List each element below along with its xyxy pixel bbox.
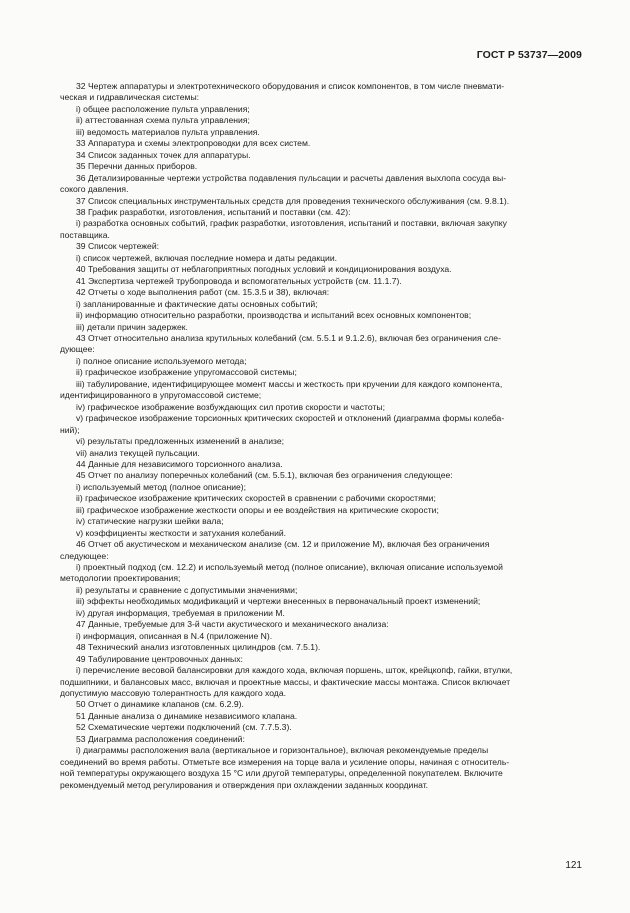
text-line: 48 Технический анализ изготовленных цилиндров (см. 7.5.1).: [76, 642, 321, 653]
text-line: допустимую массовую толерантность для каждого хода.: [60, 688, 286, 699]
text-line: 32 Чертеж аппаратуры и электротехнического оборудования и список компонентов, в том числе пневмати-: [76, 81, 505, 91]
text-line: ii) графическое изображение критических скоростей в сравнении с рабочими скоростями;: [76, 493, 436, 504]
text-line: i) разработка основных событий, график разработки, изготовления, испытаний и поставки, включая закупку: [76, 218, 507, 229]
text-line: i) диаграммы расположения вала (вертикальное и горизонтальное), включая рекомендуемые пределы: [76, 745, 489, 756]
text-line: iii) графическое изображение жесткости опоры и ее воздействия на критические скорости;: [76, 504, 439, 515]
text-line: идентифицированного в упругомассовой системе;: [60, 390, 262, 401]
page-number: 121: [565, 860, 582, 871]
text-line: ii) информацию относительно разработки, производства и испытаний всех основных компонентов;: [76, 310, 472, 321]
text-line: рекомендуемый метод регулирования и отверждения при охлаждении заданных координат.: [60, 779, 429, 790]
text-line: 51 Данные анализа о динамике независимого клапана.: [76, 710, 298, 721]
text-line: 36 Детализированные чертежи устройства подавления пульсации и расчеты давления выхлопа сосуда вы-: [76, 172, 507, 183]
text-line: i) проектный подход (см. 12.2) и используемый метод (полное описание), включая описание используемой: [76, 562, 503, 573]
text-line: ii) аттестованная схема пульта управления;: [76, 115, 250, 126]
text-line: ii) графическое изображение упругомассовой системы;: [76, 367, 297, 378]
text-line: 53 Диаграмма расположения соединений:: [76, 733, 245, 744]
text-line: i) список чертежей, включая последние номера и даты редакции.: [76, 252, 338, 263]
text-line: соединений во время работы. Отметьте все измерения на торце вала и усиление опоры, начиная с относитель-: [60, 756, 510, 767]
text-line: 52 Схематические чертежи подключений (см. 7.7.5.3).: [76, 722, 292, 733]
text-line: ческая и гидравлическая системы:: [60, 92, 200, 103]
text-line: iv) статические нагрузки шейки вала;: [76, 516, 224, 527]
text-line: 44 Данные для независимого торсионного анализа.: [76, 458, 283, 469]
text-line: 43 Отчет относительно анализа крутильных колебаний (см. 5.5.1 и 9.1.2.6), включая без ограничения сле-: [76, 332, 501, 343]
document-body: [60, 81, 584, 791]
text-line: i) информация, описанная в N.4 (приложение N).: [76, 630, 273, 641]
text-line: 47 Данные, требуемые для 3-й части акустического и механического анализа:: [76, 619, 389, 630]
text-line: 39 Список чертежей:: [76, 241, 160, 252]
text-line: 50 Отчет о динамике клапанов (см. 6.2.9).: [76, 699, 244, 710]
text-line: iii) эффекты необходимых модификаций и чертежи внесенных в первоначальный проект изменений;: [76, 596, 481, 607]
text-line: ний);: [60, 424, 80, 435]
text-line: дующее:: [60, 344, 95, 355]
text-line: iv) другая информация, требуемая в приложении М.: [76, 607, 285, 618]
text-line: iii) ведомость материалов пульта управления.: [76, 126, 260, 137]
text-line: 35 Перечни данных приборов.: [76, 161, 198, 172]
text-line: 38 График разработки, изготовления, испытаний и поставки (см. 42):: [76, 206, 351, 217]
text-line: подшипники, и балансовых масс, включая и проектные массы, и фактические массы монтажа. Список включает: [60, 676, 511, 687]
text-line: сокого давления.: [60, 184, 129, 195]
text-line: iv) графическое изображение возбуждающих сил против скорости и частоты;: [76, 401, 385, 412]
text-line: i) полное описание используемого метода;: [76, 355, 247, 366]
text-line: i) общее расположение пульта управления;: [76, 103, 250, 114]
text-line: методологии проектирования;: [60, 573, 181, 584]
text-line: v) коэффициенты жесткости и затухания колебаний.: [76, 527, 287, 538]
text-line: iii) детали причин задержек.: [76, 321, 188, 332]
text-line: 40 Требования защиты от неблагоприятных погодных условий и кондиционирования воздуха.: [76, 264, 452, 275]
text-line: i) перечисление весовой балансировки для каждого хода, включая поршень, шток, крейцкопф, гайки, втулки,: [76, 665, 513, 676]
text-line: 41 Экспертиза чертежей трубопровода и вспомогательных устройств (см. 11.1.7).: [76, 275, 402, 286]
text-line: i) запланированные и фактические даты основных событий;: [76, 298, 318, 309]
text-line: 34 Список заданных точек для аппаратуры.: [76, 149, 251, 160]
text-line: 37 Список специальных инструментальных средств для проведения технического обслуживания (см. 9.8.1).: [76, 195, 510, 206]
text-line: 46 Отчет об акустическом и механическом анализе (см. 12 и приложение М), включая без ограничения: [76, 539, 490, 550]
text-line: ii) результаты и сравнение с допустимыми значениями;: [76, 584, 298, 595]
text-line: iii) табулирование, идентифицирующее момент массы и жесткость при кручении для каждого компонента,: [76, 378, 503, 389]
text-line: ной температуры окружающего воздуха 15 °С или другой температуры, определенной покупателем. Включите: [60, 768, 503, 779]
text-line: vii) анализ текущей пульсации.: [76, 447, 200, 458]
text-line: 49 Табулирование центровочных данных:: [76, 653, 243, 664]
text-line: следующее:: [60, 550, 109, 561]
text-line: v) графическое изображение торсионных критических скоростей и отклонений (диаграмма формы колеба-: [76, 413, 505, 424]
text-line: 45 Отчет по анализу поперечных колебаний (см. 5.5.1), включая без ограничения следующее:: [76, 470, 453, 481]
text-line: i) используемый метод (полное описание);: [76, 481, 247, 492]
text-line: поставщика.: [60, 229, 110, 240]
text-line: 42 Отчеты о ходе выполнения работ (см. 15.3.5 и 38), включая:: [76, 287, 330, 298]
text-line: 33 Аппаратура и схемы электропроводки для всех систем.: [76, 138, 311, 149]
text-line: vi) результаты предложенных изменений в анализе;: [76, 436, 285, 447]
standard-header: ГОСТ Р 53737—2009: [476, 49, 582, 61]
